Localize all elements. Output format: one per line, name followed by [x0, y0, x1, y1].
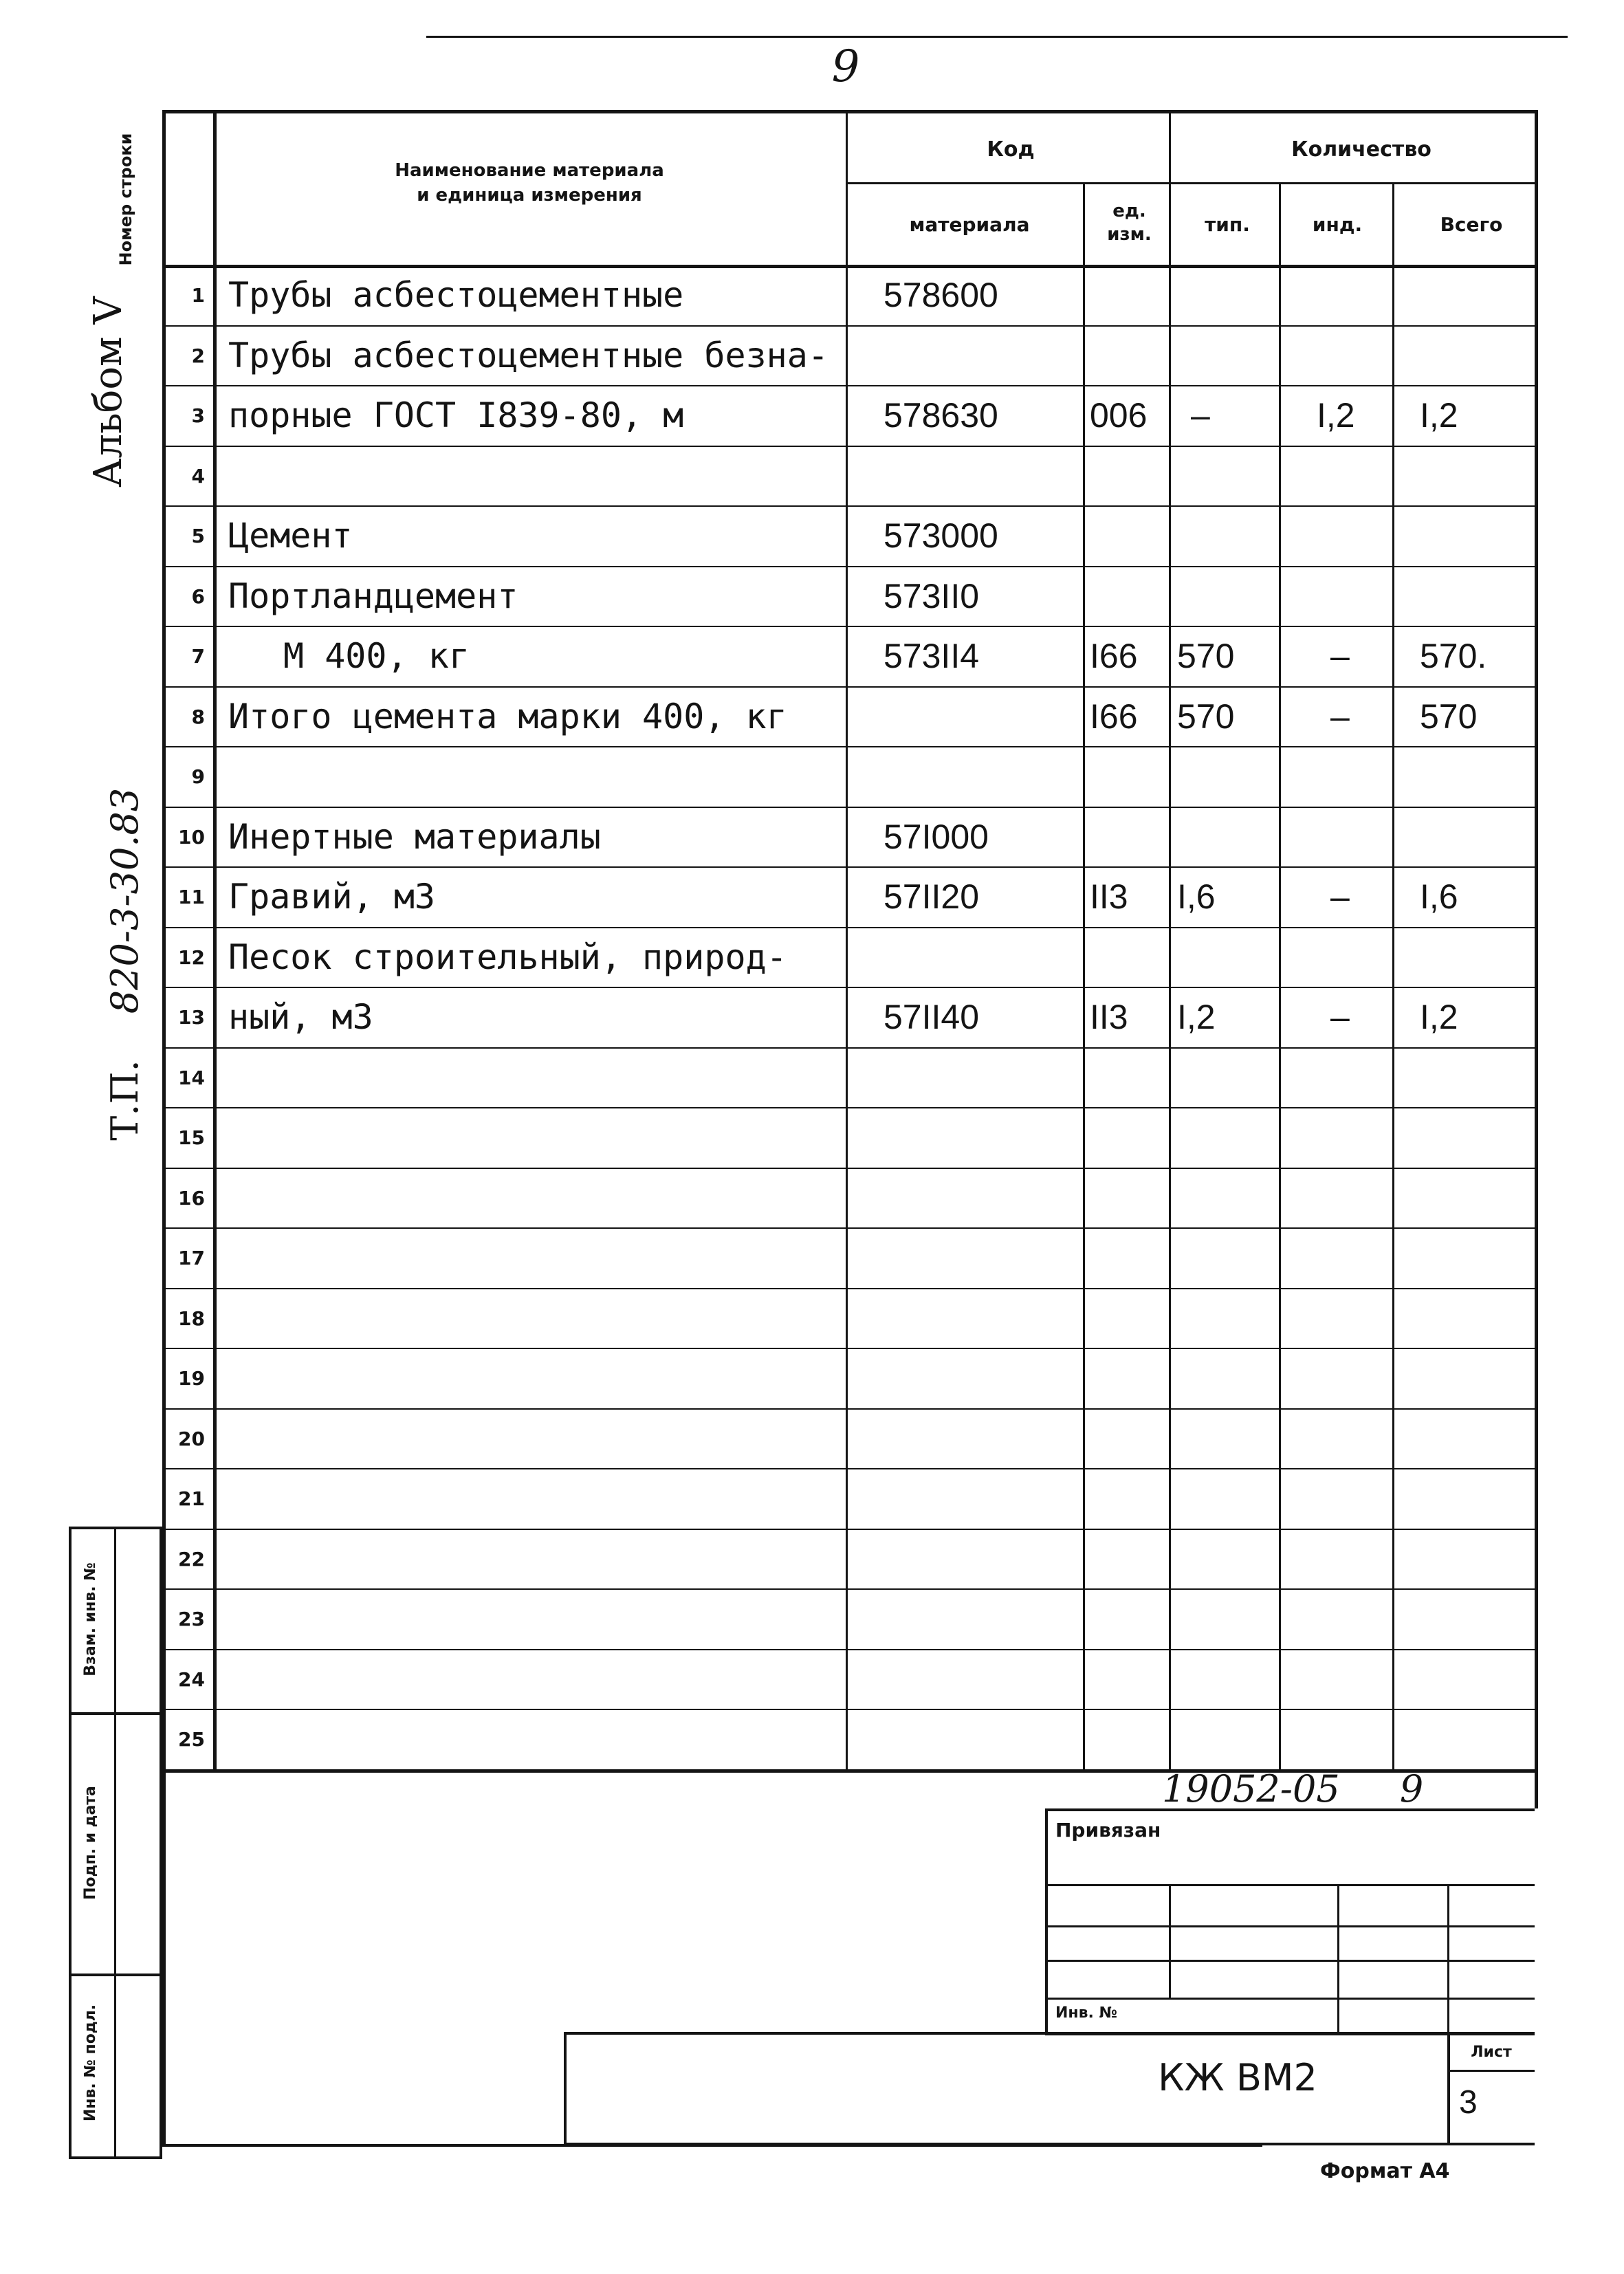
row-number: 11 [178, 886, 205, 908]
column-line [1392, 182, 1394, 1769]
qty-total: I,2 [1420, 396, 1458, 435]
tb-line [1045, 1960, 1535, 1962]
tb-vline [1447, 1884, 1449, 2035]
row-line [162, 1529, 1535, 1530]
title-block-upper [1045, 1808, 1535, 2035]
inv-no-label: Инв. № [1055, 2004, 1118, 2022]
header-total: Всего [1440, 213, 1503, 236]
tb-vline [1337, 1884, 1339, 2035]
row-line [162, 1468, 1535, 1469]
left-stamp-inner-line [114, 1527, 116, 2159]
top-divider [426, 36, 1568, 38]
header-name: Наименование материала и единица измерения [395, 160, 664, 206]
privyazan-label: Привязан [1055, 1819, 1161, 1841]
row-line [162, 1227, 1535, 1229]
qty-typ: I,6 [1177, 877, 1216, 916]
material-name: Цемент [228, 516, 353, 556]
row-number: 4 [191, 464, 205, 488]
row-line [162, 1649, 1535, 1650]
sheet-value: 3 [1459, 2084, 1478, 2121]
row-line [162, 1168, 1535, 1169]
stamp-podp: Подп. и дата [82, 1786, 99, 1900]
tb-line [1045, 1998, 1535, 2000]
unit-code: II3 [1090, 877, 1128, 916]
row-number: 9 [191, 765, 205, 788]
qty-ind: I,2 [1317, 396, 1355, 435]
material-name: ный, м3 [228, 997, 373, 1037]
material-name: Инертные материалы [228, 816, 601, 857]
left-stamp-divider [69, 1712, 162, 1715]
doc-ref-sheet: 9 [1399, 1767, 1424, 1811]
material-name: Трубы асбестоцементные безна- [228, 335, 829, 375]
header-row-number: Номер строки [116, 133, 135, 266]
doc-code: КЖ ВМ2 [1158, 2056, 1317, 2099]
row-number: 7 [191, 645, 205, 668]
qty-ind: – [1330, 998, 1350, 1036]
column-line [1083, 182, 1085, 1769]
tb-line [1045, 1884, 1535, 1886]
row-number: 1 [191, 284, 205, 307]
row-number: 10 [178, 825, 205, 849]
page-number: 9 [831, 41, 860, 92]
row-number: 8 [191, 705, 205, 728]
qty-ind: – [1330, 697, 1350, 736]
material-code: 578630 [884, 396, 998, 435]
stamp-vzam: Взам. инв. № [82, 1562, 99, 1676]
material-name: Портландцемент [228, 576, 518, 616]
row-line [162, 1348, 1535, 1349]
row-number: 14 [178, 1066, 205, 1089]
header-quantity: Количество [1291, 138, 1431, 162]
table-border-top [162, 110, 1535, 113]
tb-line [1045, 1925, 1535, 1927]
row-number: 25 [178, 1728, 205, 1751]
row-number: 6 [191, 584, 205, 608]
column-line [846, 110, 848, 1769]
row-number: 2 [191, 344, 205, 367]
material-name: Трубы асбестоцементные [228, 275, 684, 315]
material-code: 573000 [884, 516, 998, 555]
row-number: 20 [178, 1427, 205, 1450]
doc-ref [1162, 1767, 1423, 1811]
qty-total: I,2 [1420, 998, 1458, 1036]
header-material: материала [909, 213, 1030, 236]
row-number: 16 [178, 1186, 205, 1210]
qty-ind: – [1330, 877, 1350, 916]
material-name: М 400, кг [283, 636, 470, 676]
qty-typ: 570 [1177, 637, 1235, 675]
column-line [213, 110, 217, 1769]
tb-vline [1169, 1884, 1171, 1998]
row-line [162, 1408, 1535, 1410]
tp-label: Т.П. [103, 1060, 146, 1141]
material-code: 578600 [884, 276, 998, 314]
column-line [1279, 182, 1281, 1769]
unit-code: II3 [1090, 998, 1128, 1036]
header-code: Код [987, 138, 1035, 162]
row-number: 19 [178, 1367, 205, 1390]
material-code: 573II0 [884, 576, 980, 615]
table-border-right [1535, 110, 1538, 1808]
unit-code: 006 [1090, 396, 1148, 435]
sheet-hline [1447, 2070, 1535, 2072]
sheet-vline [1447, 2032, 1450, 2145]
row-line [162, 1107, 1535, 1108]
qty-total: 570. [1420, 637, 1487, 675]
album-label: Альбом V [86, 296, 131, 488]
row-number: 24 [178, 1668, 205, 1691]
unit-code: I66 [1090, 637, 1138, 675]
row-line [162, 1588, 1535, 1590]
row-number: 23 [178, 1608, 205, 1630]
stamp-inv: Инв. № подл. [82, 2004, 99, 2122]
sheet-label: Лист [1471, 2044, 1512, 2061]
row-number: 21 [178, 1487, 205, 1510]
row-number: 13 [178, 1006, 205, 1029]
row-number: 3 [191, 404, 205, 427]
column-line [1169, 110, 1171, 1769]
material-code: 57II40 [884, 998, 980, 1036]
qty-typ: – [1191, 396, 1210, 435]
tp-number: 820-3-30.83 [103, 787, 146, 1014]
qty-total: I,6 [1420, 877, 1458, 916]
header-subline [846, 182, 1535, 184]
row-number: 17 [178, 1247, 205, 1269]
row-number: 5 [191, 525, 205, 547]
material-name: Песок строительный, природ- [228, 937, 787, 977]
header-ind: инд. [1312, 213, 1363, 236]
header-typ: тип. [1205, 213, 1250, 236]
header-unit: ед. изм. [1107, 201, 1152, 245]
row-line [162, 1709, 1535, 1710]
material-name: Гравий, м3 [228, 877, 436, 917]
unit-code: I66 [1090, 697, 1138, 736]
row-line [162, 1288, 1535, 1289]
material-code: 57II20 [884, 877, 980, 916]
row-number: 18 [178, 1307, 205, 1330]
title-block-lower [564, 2032, 1535, 2145]
doc-ref-code: 19052-05 [1162, 1767, 1340, 1811]
row-number: 22 [178, 1547, 205, 1571]
qty-typ: I,2 [1177, 998, 1216, 1036]
row-line [162, 505, 1535, 507]
format-label: Формат А4 [1320, 2159, 1450, 2183]
material-code: 573II4 [884, 637, 980, 675]
qty-typ: 570 [1177, 697, 1235, 736]
material-code: 57I000 [884, 817, 989, 856]
material-name: Итого цемента марки 400, кг [228, 696, 787, 736]
qty-total: 570 [1420, 697, 1478, 736]
material-name: порные ГОСТ I839-80, м [228, 395, 684, 435]
qty-ind: – [1330, 637, 1350, 675]
row-number: 12 [178, 945, 205, 969]
row-number: 15 [178, 1126, 205, 1149]
